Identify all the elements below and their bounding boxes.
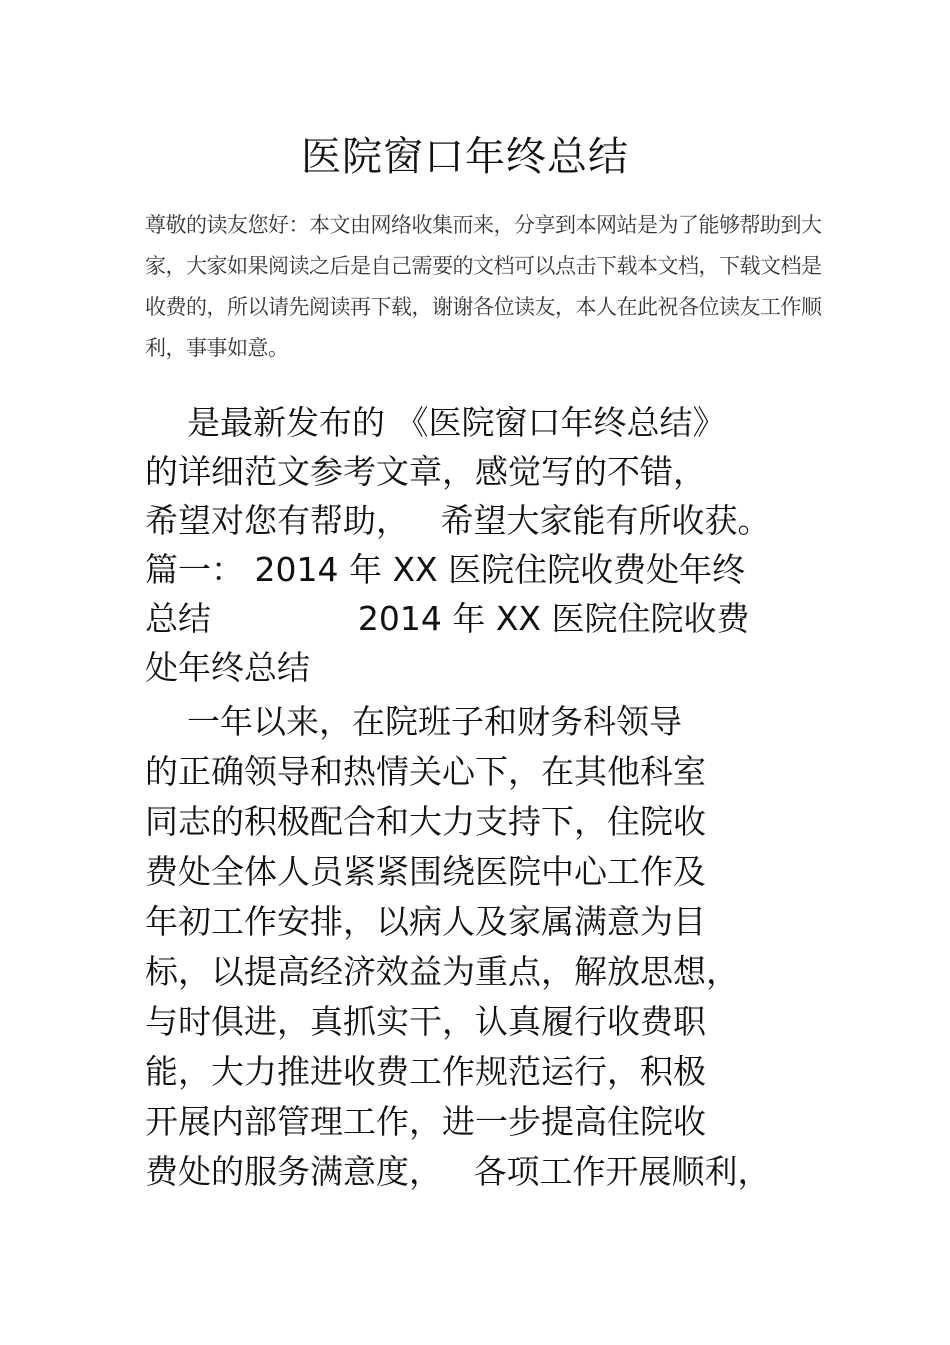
notice-line: 收费的，所以请先阅读再下载，谢谢各位读友，本人在此祝各位读友工作顺 — [145, 295, 822, 319]
section-heading-line: 篇一： 2014 年 XX 医院住院收费处年终 — [145, 550, 746, 589]
paragraph-line: 同志的积极配合和大力支持下，住院收 — [145, 802, 706, 841]
notice-line: 利，事事如意。 — [145, 336, 289, 360]
paragraph-line: 的正确领导和热情关心下，在其他科室 — [145, 752, 706, 791]
intro-line: 希望对您有帮助， 希望大家能有所收获。 — [145, 501, 771, 540]
paragraph-line: 费处的服务满意度， 各项工作开展顺利， — [145, 1152, 771, 1191]
paragraph-line: 与时俱进，真抓实干，认真履行收费职 — [145, 1002, 706, 1041]
section-heading-line: 处年终总结 — [145, 648, 310, 687]
paragraph-line: 开展内部管理工作，进一步提高住院收 — [145, 1102, 706, 1141]
paragraph-line: 年初工作安排，以病人及家属满意为目 — [145, 902, 706, 941]
intro-line: 是最新发布的 《医院窗口年终总结》 — [145, 403, 726, 442]
body-paragraph — [145, 697, 805, 1197]
reader-notice — [145, 205, 822, 369]
section-heading-line: 总结 2014 年 XX 医院住院收费 — [145, 599, 750, 638]
paragraph-line: 标，以提高经济效益为重点，解放思想， — [145, 952, 739, 991]
document-title: 医院窗口年终总结 — [301, 134, 629, 180]
intro-line: 的详细范文参考文章，感觉写的不错， — [145, 452, 706, 491]
paragraph-line: 能，大力推进收费工作规范运行，积极 — [145, 1052, 706, 1091]
notice-line: 家，大家如果阅读之后是自己需要的文档可以点击下载本文档，下载文档是 — [145, 254, 822, 278]
notice-line: 尊敬的读友您好：本文由网络收集而来，分享到本网站是为了能够帮助到大 — [145, 213, 822, 237]
paragraph-line: 一年以来，在院班子和财务科领导 — [145, 702, 682, 741]
paragraph-line: 费处全体人员紧紧围绕医院中心工作及 — [145, 852, 706, 891]
intro-section — [145, 398, 805, 692]
